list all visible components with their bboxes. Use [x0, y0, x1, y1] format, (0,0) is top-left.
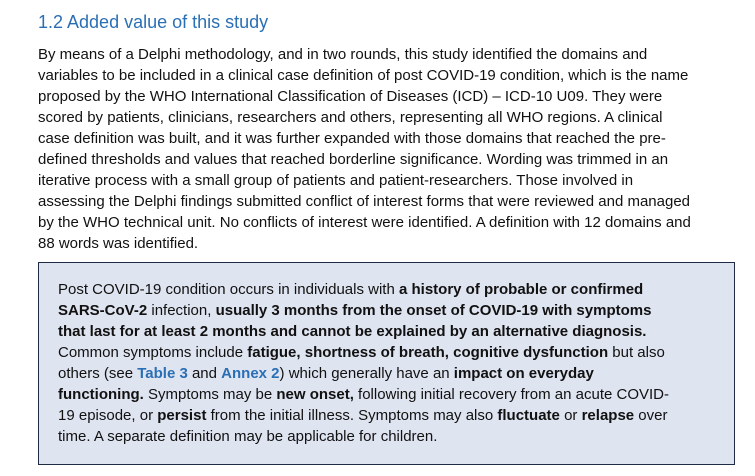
intro-line: 88 words was identified. [38, 235, 199, 252]
def-emphasis: functioning. [58, 386, 144, 403]
intro-line: By means of a Delphi methodology, and in two rounds, this study identified the domains and [38, 46, 648, 63]
intro-line: by the WHO technical unit. No conflicts of interest were identified. A definition with 12 domains and [38, 214, 691, 231]
def-text: Symptoms may be [143, 386, 277, 403]
definition-line [58, 384, 734, 405]
intro-line: proposed by the WHO International Classification of Diseases (ICD) – ICD-10 U09. They were [38, 88, 663, 105]
def-text: infection, [147, 302, 216, 319]
def-text: but also [608, 344, 665, 361]
intro-line: assessing the Delphi findings submitted conflict of interest forms that were reviewed and managed [38, 193, 691, 210]
intro-line: iterative process with a small group of patients and patient-researchers. Those involved in [38, 172, 634, 189]
def-text: over [634, 407, 668, 424]
def-emphasis: fluctuate [497, 407, 560, 424]
def-text: or [559, 407, 582, 424]
def-emphasis: fatigue, shortness of breath, cognitive dysfunction [247, 344, 609, 361]
intro-line: defined thresholds and values that reached borderline significance. Wording was trimmed in an [38, 151, 669, 168]
def-emphasis: a history of probable or confirmed [399, 281, 644, 298]
def-text: 19 episode, or [58, 407, 158, 424]
def-emphasis: SARS-CoV-2 [58, 302, 148, 319]
def-text: from the initial illness. Symptoms may also [206, 407, 498, 424]
definition-line [58, 321, 734, 342]
annex-2-link[interactable]: Annex 2 [221, 365, 280, 382]
def-text: and [187, 365, 222, 382]
def-text: Post COVID-19 condition occurs in individuals with [58, 281, 399, 298]
definition-line [58, 279, 734, 300]
intro-paragraph [38, 44, 743, 254]
definition-box [38, 262, 735, 465]
definition-line [58, 363, 734, 384]
def-emphasis: impact on everyday [453, 365, 594, 382]
def-text: time. A separate definition may be applicable for children. [58, 428, 438, 445]
definition-line [58, 405, 734, 426]
def-emphasis: relapse [581, 407, 635, 424]
def-emphasis: that last for at least 2 months and cannot be explained by an alternative diagnosis. [58, 323, 647, 340]
def-emphasis: persist [157, 407, 207, 424]
intro-line: variables to be included in a clinical case definition of post COVID-19 condition, which is the name [38, 67, 689, 84]
section-heading: 1.2 Added value of this study [38, 12, 269, 32]
definition-line [58, 300, 734, 321]
def-text: ) which generally have an [279, 365, 454, 382]
intro-line: case definition was built, and it was further expanded with those domains that reached the pre- [38, 130, 666, 147]
intro-line: scored by patients, clinicians, researchers and others, representing all WHO regions. A clinical [38, 109, 663, 126]
table-3-link[interactable]: Table 3 [137, 365, 188, 382]
def-text: Common symptoms include [58, 344, 248, 361]
definition-line [58, 426, 734, 447]
def-emphasis: usually 3 months from the onset of COVID-19 with symptoms [215, 302, 652, 319]
def-text: following initial recovery from an acute COVID- [353, 386, 669, 403]
definition-text [58, 279, 734, 447]
def-emphasis: new onset, [276, 386, 354, 403]
def-text: others (see [58, 365, 138, 382]
definition-line [58, 342, 734, 363]
